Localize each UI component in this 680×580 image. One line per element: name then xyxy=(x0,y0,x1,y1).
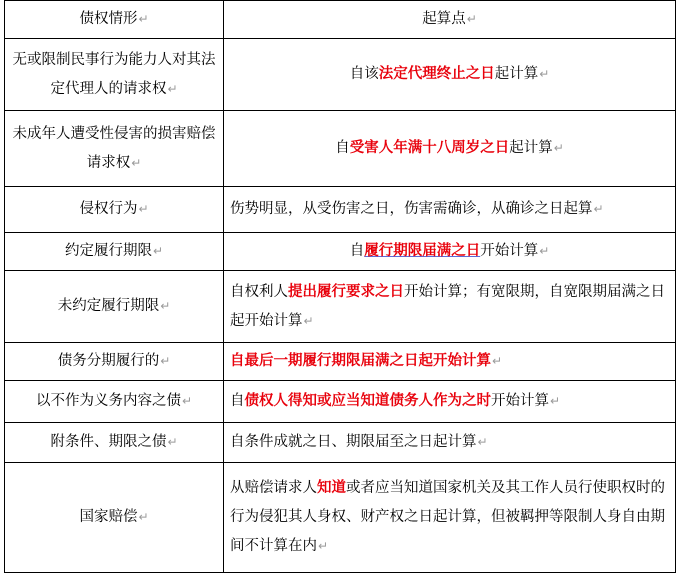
table-row xyxy=(5,111,676,187)
start-point-cell: 自该法定代理终止之日起计算↵ xyxy=(224,39,676,111)
start-point-cell: 伤势明显，从受伤害之日，伤害需确诊，从确诊之日起算↵ xyxy=(224,187,676,233)
situation-cell: 债务分期履行的↵ xyxy=(5,343,224,381)
table-row xyxy=(5,233,676,271)
start-point-cell: 自条件成就之日、期限届至之日起计算↵ xyxy=(224,423,676,463)
start-point-cell: 自受害人年满十八周岁之日起计算↵ xyxy=(224,111,676,187)
start-point-cell: 自债权人得知或应当知道债务人作为之时开始计算↵ xyxy=(224,381,676,423)
start-point-cell: 从赔偿请求人知道或者应当知道国家机关及其工作人员行使职权时的行为侵犯其人身权、财产权之日起计算，但被羁押等限制人身自由期间不计算在内↵ xyxy=(224,463,676,573)
start-point-cell: 自最后一期履行期限届满之日起开始计算↵ xyxy=(224,343,676,381)
situation-cell: 无或限制民事行为能力人对其法定代理人的请求权↵ xyxy=(5,39,224,111)
table-row xyxy=(5,463,676,573)
table-row xyxy=(5,381,676,423)
situation-cell: 以不作为义务内容之债↵ xyxy=(5,381,224,423)
situation-cell: 未约定履行期限↵ xyxy=(5,271,224,343)
table-row xyxy=(5,39,676,111)
start-point-cell: 自履行期限届满之日开始计算↵ xyxy=(224,233,676,271)
situation-cell: 附条件、期限之债↵ xyxy=(5,423,224,463)
header-situation: 债权情形↵ xyxy=(5,1,224,39)
limitation-start-table xyxy=(4,0,676,573)
table-row xyxy=(5,271,676,343)
start-point-cell: 自权利人提出履行要求之日开始计算；有宽限期，自宽限期届满之日起开始计算↵ xyxy=(224,271,676,343)
table-row xyxy=(5,343,676,381)
table-row xyxy=(5,187,676,233)
table-row xyxy=(5,423,676,463)
header-start-point: 起算点↵ xyxy=(224,1,676,39)
situation-cell: 约定履行期限↵ xyxy=(5,233,224,271)
situation-cell: 侵权行为↵ xyxy=(5,187,224,233)
header-row xyxy=(5,1,676,39)
situation-cell: 国家赔偿↵ xyxy=(5,463,224,573)
situation-cell: 未成年人遭受性侵害的损害赔偿请求权↵ xyxy=(5,111,224,187)
